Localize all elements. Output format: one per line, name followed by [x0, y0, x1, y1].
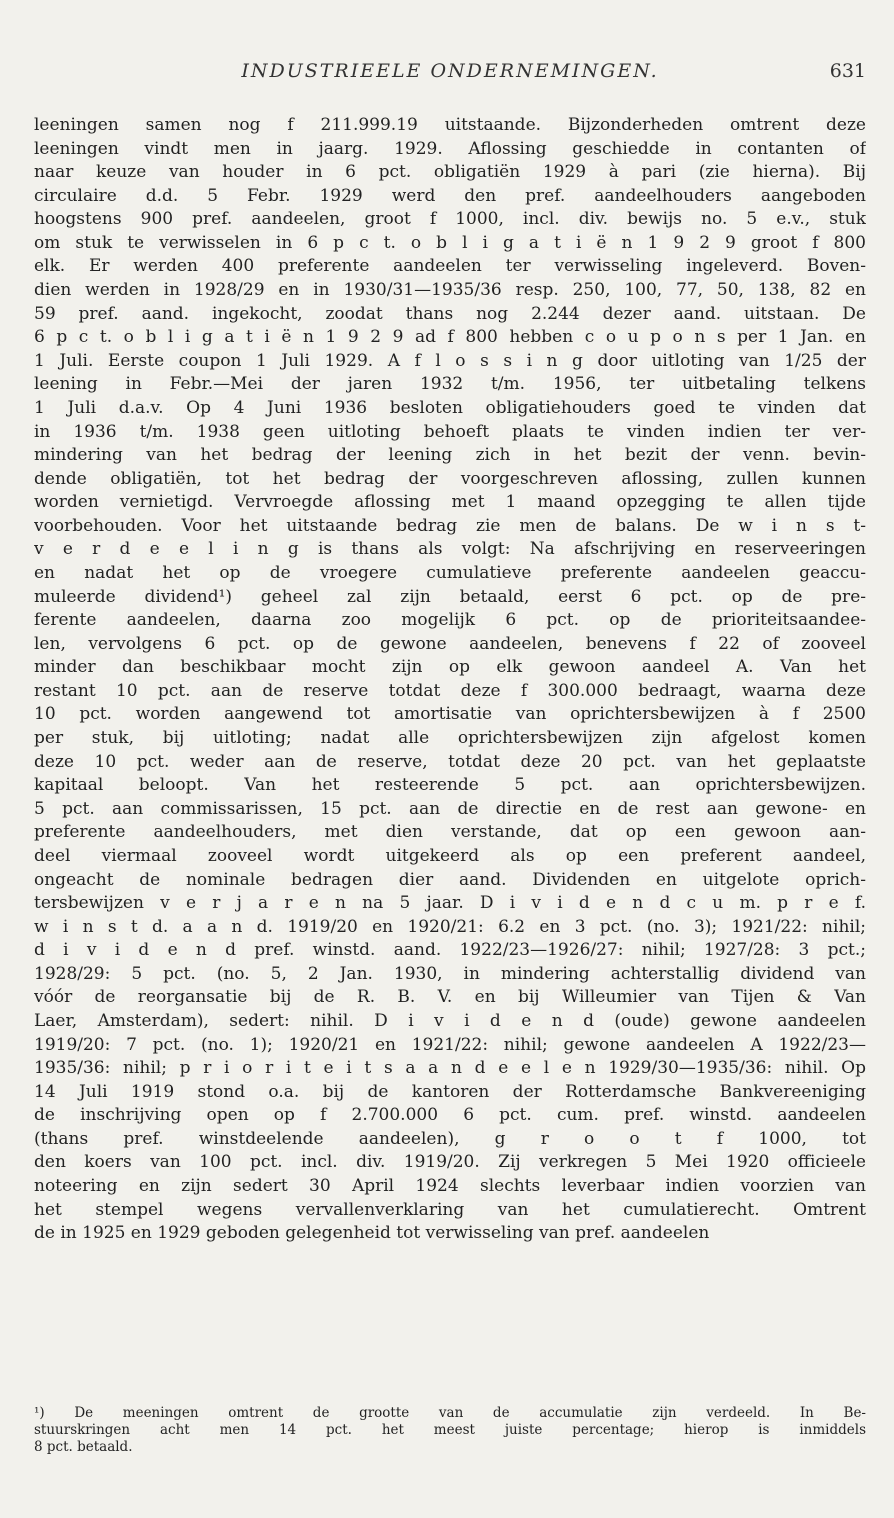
- text-line: hoogstens 900 pref. aandeelen, groot f 1000, incl. div. bewijs no. 5 e.v., stuk: [34, 209, 866, 230]
- page-number: 631: [829, 60, 866, 82]
- footnote-line: stuurskringen acht men 14 pct. het meest juiste percentage; hierop is inmiddels: [34, 1422, 866, 1438]
- text-line: 1919/20: 7 pct. (no. 1); 1920/21 en 1921/22: nihil; gewone aandeelen A 1922/23—: [34, 1034, 866, 1055]
- text-line: restant 10 pct. aan de reserve totdat deze f 300.000 bedraagt, waarna deze: [34, 680, 866, 701]
- text-line: deze 10 pct. weder aan de reserve, totdat deze 20 pct. van het geplaatste: [34, 751, 866, 772]
- text-line: d i v i d e n d pref. winstd. aand. 1922/23—1926/27: nihil; 1927/28: 3 pct.;: [34, 940, 866, 961]
- text-line: dien werden in 1928/29 en in 1930/31—1935/36 resp. 250, 100, 77, 50, 138, 82 en: [34, 280, 866, 301]
- text-line: v e r d e e l i n g is thans als volgt: Na afschrijving en reserveeringen: [34, 539, 866, 560]
- text-line: 1935/36: nihil; p r i o r i t e i t s a a n d e e l e n 1929/30—1935/36: nihil. Op: [34, 1058, 866, 1079]
- text-line: naar keuze van houder in 6 pct. obligatiën 1929 à pari (zie hierna). Bij: [34, 162, 866, 183]
- text-line: per stuk, bij uitloting; nadat alle oprichtersbewijzen zijn afgelost komen: [34, 728, 866, 749]
- text-line: w i n s t d. a a n d. 1919/20 en 1920/21: 6.2 en 3 pct. (no. 3); 1921/22: nihil;: [34, 916, 866, 937]
- text-line: ferente aandeelen, daarna zoo mogelijk 6 pct. op de prioriteitsaandee-: [34, 610, 866, 631]
- text-line: minder dan beschikbaar mocht zijn op elk gewoon aandeel A. Van het: [34, 657, 866, 678]
- text-line: Laer, Amsterdam), sedert: nihil. D i v i d e n d (oude) gewone aandeelen: [34, 1010, 866, 1031]
- footnote-line: ¹) De meeningen omtrent de grootte van de accumulatie zijn verdeeld. In Be-: [34, 1405, 866, 1421]
- text-line: en nadat het op de vroegere cumulatieve preferente aandeelen geaccu-: [34, 562, 866, 583]
- running-header: [34, 60, 866, 92]
- footnote-line: 8 pct. betaald.: [34, 1439, 133, 1455]
- text-line: elk. Er werden 400 preferente aandeelen ter verwisseling ingeleverd. Boven-: [34, 256, 866, 277]
- text-line: 1 Juli d.a.v. Op 4 Juni 1936 besloten obligatiehouders goed te vinden dat: [34, 397, 866, 418]
- text-line: 1 Juli. Eerste coupon 1 Juli 1929. A f l o s s i n g door uitloting van 1/25 der: [34, 350, 866, 371]
- text-line: mindering van het bedrag der leening zich in het bezit der venn. bevin-: [34, 445, 866, 466]
- text-line: leeningen samen nog f 211.999.19 uitstaande. Bijzonderheden omtrent deze: [34, 115, 866, 135]
- text-line: muleerde dividend¹) geheel zal zijn betaald, eerst 6 pct. op de pre-: [34, 586, 866, 607]
- text-line: in 1936 t/m. 1938 geen uitloting behoeft plaats te vinden indien ter ver-: [34, 421, 866, 442]
- text-line: tersbewijzen v e r j a r e n na 5 jaar. D i v i d e n d c u m. p r e f.: [34, 893, 866, 914]
- body-text: [34, 114, 866, 1246]
- text-line: leeningen vindt men in jaarg. 1929. Aflossing geschiedde in contanten of: [34, 138, 866, 159]
- text-line: circulaire d.d. 5 Febr. 1929 werd den pref. aandeelhouders aangeboden: [34, 185, 866, 206]
- text-line: worden vernietigd. Vervroegde aflossing met 1 maand opzegging te allen tijde: [34, 492, 866, 513]
- text-line: 5 pct. aan commissarissen, 15 pct. aan de directie en de rest aan gewone- en: [34, 798, 866, 819]
- text-line: vóór de reorgansatie bij de R. B. V. en bij Willeumier van Tijen & Van: [34, 987, 866, 1008]
- text-line: len, vervolgens 6 pct. op de gewone aandeelen, benevens f 22 of zooveel: [34, 633, 866, 654]
- text-line: het stempel wegens vervallenverklaring van het cumulatierecht. Omtrent: [34, 1199, 866, 1220]
- text-line: 14 Juli 1919 stond o.a. bij de kantoren der Rotterdamsche Bankvereeniging: [34, 1081, 866, 1102]
- text-line: 10 pct. worden aangewend tot amortisatie van oprichtersbewijzen à f 2500: [34, 704, 866, 725]
- text-line: preferente aandeelhouders, met dien verstande, dat op een gewoon aan-: [34, 822, 866, 843]
- text-line: om stuk te verwisselen in 6 p c t. o b l i g a t i ë n 1 9 2 9 groot f 800: [34, 232, 866, 253]
- text-line: ongeacht de nominale bedragen dier aand. Dividenden en uitgelote oprich-: [34, 869, 866, 890]
- running-title: INDUSTRIEELE ONDERNEMINGEN.: [241, 60, 659, 82]
- text-line: kapitaal beloopt. Van het resteerende 5 pct. aan oprichtersbewijzen.: [34, 775, 866, 796]
- text-line: 6 p c t. o b l i g a t i ë n 1 9 2 9 ad f 800 hebben c o u p o n s per 1 Jan. en: [34, 327, 866, 348]
- text-line: dende obligatiën, tot het bedrag der voorgeschreven aflossing, zullen kunnen: [34, 468, 866, 489]
- text-line: de in 1925 en 1929 geboden gelegenheid tot verwisseling van pref. aandeelen: [34, 1223, 710, 1244]
- text-line: den koers van 100 pct. incl. div. 1919/20. Zij verkregen 5 Mei 1920 officieele: [34, 1152, 866, 1173]
- text-line: deel viermaal zooveel wordt uitgekeerd als op een preferent aandeel,: [34, 845, 866, 866]
- text-line: de inschrijving open op f 2.700.000 6 pct. cum. pref. winstd. aandeelen: [34, 1105, 866, 1126]
- text-line: 59 pref. aand. ingekocht, zoodat thans nog 2.244 dezer aand. uitstaan. De: [34, 303, 866, 324]
- text-line: leening in Febr.—Mei der jaren 1932 t/m. 1956, ter uitbetaling telkens: [34, 374, 866, 395]
- text-line: 1928/29: 5 pct. (no. 5, 2 Jan. 1930, in mindering achterstallig dividend van: [34, 963, 866, 984]
- text-line: voorbehouden. Voor het uitstaande bedrag zie men de balans. De w i n s t-: [34, 515, 866, 536]
- footnotes: [34, 1405, 866, 1456]
- text-line: noteering en zijn sedert 30 April 1924 slechts leverbaar indien voorzien van: [34, 1176, 866, 1197]
- text-line: (thans pref. winstdeelende aandeelen), g r o o t f 1000, tot: [34, 1128, 866, 1149]
